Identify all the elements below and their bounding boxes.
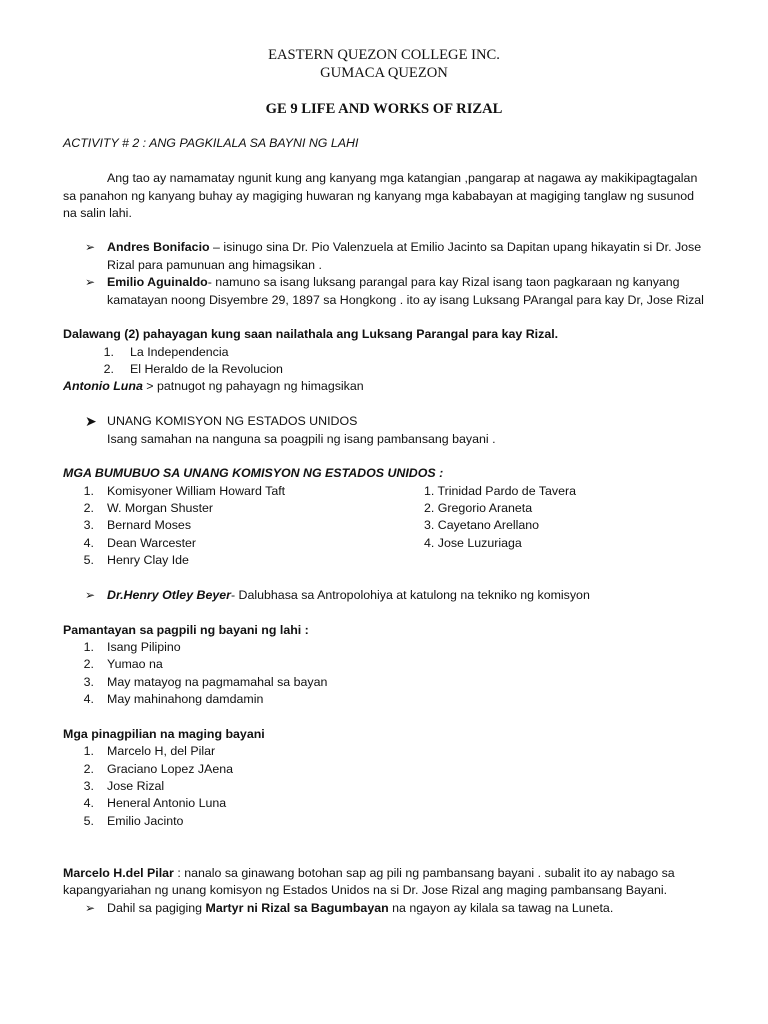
- member-right: 3. Cayetano Arellano: [424, 518, 540, 532]
- list-number: 1.: [83, 484, 94, 498]
- member-left: Dean Warcester: [107, 536, 197, 550]
- arrow-bullet-icon: ➢: [85, 901, 96, 915]
- bonifacio-text: – isinugo sina Dr. Pio Valenzuela at Emilio Jacinto sa Dapitan upang hikayatin si Dr. Jose: [209, 240, 702, 254]
- list-number: 4.: [83, 692, 94, 706]
- bonifacio-line: [107, 239, 701, 257]
- newspaper-item: La Independencia: [130, 345, 229, 359]
- luneta-line: [107, 900, 613, 918]
- list-number: 1.: [103, 345, 114, 359]
- list-number: 2.: [83, 501, 94, 515]
- criteria-item: Yumao na: [107, 657, 163, 671]
- list-number: 1.: [83, 744, 94, 758]
- aguinaldo-text: - namuno sa isang luksang parangal para kay Rizal isang taon pagkaraan ng kanyang: [207, 275, 680, 289]
- candidate-item: Heneral Antonio Luna: [107, 796, 227, 810]
- beyer-line: [107, 587, 590, 605]
- commission-desc: Isang samahan na nanguna sa poagpili ng isang pambansang bayani .: [107, 432, 496, 446]
- beyer-text: - Dalubhasa sa Antropolohiya at katulong na tekniko ng komisyon: [230, 588, 590, 602]
- activity-title: ACTIVITY # 2 : ANG PAGKILALA SA BAYNI NG LAHI: [63, 136, 359, 150]
- criteria-heading: Pamantayan sa pagpili ng bayani ng lahi :: [63, 623, 309, 637]
- list-number: 3.: [83, 518, 94, 532]
- list-number: 2.: [83, 657, 94, 671]
- candidate-item: Graciano Lopez JAena: [107, 762, 234, 776]
- newspaper-item: El Heraldo de la Revolucion: [130, 362, 283, 376]
- list-number: 2.: [83, 762, 94, 776]
- school-name: EASTERN QUEZON COLLEGE INC.: [268, 47, 500, 63]
- member-left: Komisyoner William Howard Taft: [107, 484, 286, 498]
- list-number: 5.: [83, 553, 94, 567]
- candidate-item: Marcelo H, del Pilar: [107, 744, 216, 758]
- member-left: Bernard Moses: [107, 518, 192, 532]
- criteria-item: May mahinahong damdamin: [107, 692, 264, 706]
- luneta-bold: Martyr ni Rizal sa Bagumbayan: [205, 901, 389, 915]
- list-number: 4.: [83, 536, 94, 550]
- candidate-item: Jose Rizal: [107, 779, 165, 793]
- school-location: GUMACA QUEZON: [320, 65, 448, 81]
- conclusion-line-1: [63, 865, 675, 883]
- candidates-heading: Mga pinagpilian na maging bayani: [63, 727, 265, 741]
- arrow-bullet-icon: ➢: [85, 588, 96, 602]
- conclusion-line-2: kapangyariahan ng unang komisyon ng Estados Unidos na si Dr. Jose Rizal ang maging pambansang Bayani.: [63, 883, 668, 897]
- arrow-bullet-icon: ➢: [85, 240, 96, 254]
- delpilar-name: Marcelo H.del Pilar: [63, 866, 174, 880]
- arrow-bullet-icon: ➤: [85, 413, 97, 429]
- member-right: 1. Trinidad Pardo de Tavera: [424, 484, 576, 498]
- bonifacio-name: Andres Bonifacio: [107, 240, 210, 254]
- aguinaldo-line: [107, 274, 680, 292]
- conclusion-text: : nanalo sa ginawang botohan sap ag pili ng pambansang bayani . subalit ito ay nabago sa: [173, 866, 675, 880]
- criteria-item: May matayog na pagmamahal sa bayan: [107, 675, 328, 689]
- intro-line-1: Ang tao ay namamatay ngunit kung ang kanyang mga katangian ,pangarap at nagawa ay makikipagtagalan: [107, 171, 698, 185]
- list-number: 1.: [83, 640, 94, 654]
- list-number: 3.: [83, 779, 94, 793]
- bonifacio-cont: Rizal para pamunuan ang himagsikan .: [107, 258, 322, 272]
- candidate-item: Emilio Jacinto: [107, 814, 184, 828]
- luna-text: > patnugot ng pahayagn ng himagsikan: [142, 379, 364, 393]
- members-heading: MGA BUMUBUO SA UNANG KOMISYON NG ESTADOS UNIDOS :: [63, 466, 444, 480]
- luneta-pre: Dahil sa pagiging: [107, 901, 206, 915]
- luneta-post: na ngayon ay kilala sa tawag na Luneta.: [388, 901, 614, 915]
- list-number: 4.: [83, 796, 94, 810]
- luna-name: Antonio Luna: [63, 379, 143, 393]
- beyer-name: Dr.Henry Otley Beyer: [107, 588, 231, 602]
- arrow-bullet-icon: ➢: [85, 275, 96, 289]
- aguinaldo-name: Emilio Aguinaldo: [107, 275, 208, 289]
- aguinaldo-cont: kamatayan noong Disyembre 29, 1897 sa Hongkong . ito ay isang Luksang PArangal para kay Dr, Jose Rizal: [107, 293, 704, 307]
- course-title: GE 9 LIFE AND WORKS OF RIZAL: [265, 101, 503, 117]
- list-number: 5.: [83, 814, 94, 828]
- member-left: Henry Clay Ide: [107, 553, 189, 567]
- newspapers-heading: Dalawang (2) pahayagan kung saan nailathala ang Luksang Parangal para kay Rizal.: [63, 327, 559, 341]
- member-left: W. Morgan Shuster: [107, 501, 214, 515]
- member-right: 4. Jose Luzuriaga: [424, 536, 522, 550]
- intro-line-2: sa panahon ng kanyang buhay ay magiging huwaran ng kanyang mga kababayan at magiging tanglaw ng susunod: [63, 189, 695, 203]
- luna-line: [63, 378, 364, 396]
- commission-title: UNANG KOMISYON NG ESTADOS UNIDOS: [107, 414, 358, 428]
- criteria-item: Isang Pilipino: [107, 640, 181, 654]
- intro-line-3: na salin lahi.: [63, 206, 132, 220]
- list-number: 3.: [83, 675, 94, 689]
- list-number: 2.: [103, 362, 114, 376]
- member-right: 2. Gregorio Araneta: [424, 501, 533, 515]
